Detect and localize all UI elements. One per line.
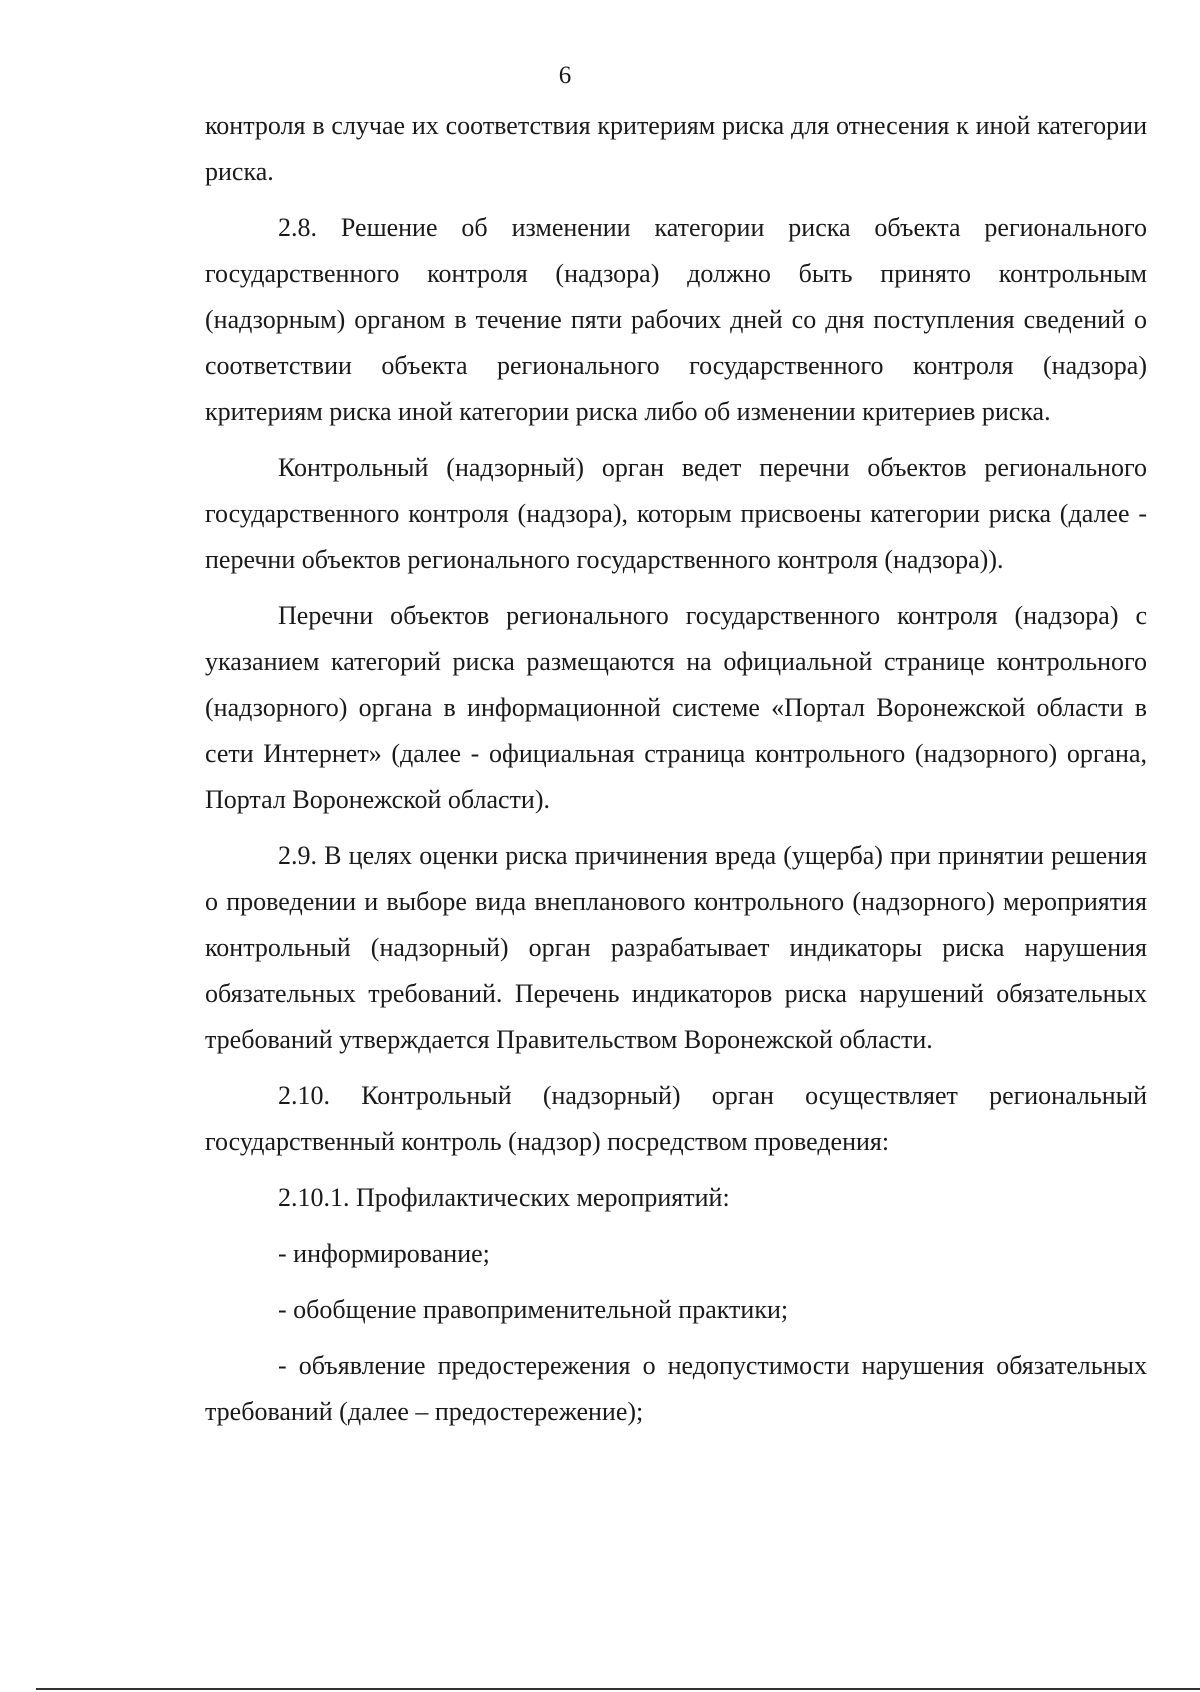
list-item-informing: - информирование; <box>278 1239 490 1268</box>
paragraph-registry: Контрольный (надзорный) орган ведет перечни объектов регионального государственного контроля (надзора), которым присвоены категории риска (далее - перечни объектов регионального государственного контроля (надзора)). <box>205 453 1147 574</box>
bottom-divider <box>36 1688 1200 1690</box>
list-item-generalization: - обобщение правоприменительной практики; <box>278 1295 789 1324</box>
paragraph-2-10: 2.10. Контрольный (надзорный) орган осуществляет региональный государственный контроль (надзор) посредством проведения: <box>205 1081 1147 1156</box>
paragraph-2-10-1: 2.10.1. Профилактических мероприятий: <box>278 1183 730 1212</box>
list-item-warning: - объявление предостережения о недопустимости нарушения обязательных требований (далее – предостережение); <box>205 1351 1147 1426</box>
paragraph-continuation: контроля в случае их соответствия критериям риска для отнесения к иной категории риска. <box>205 111 1147 186</box>
paragraph-2-9: 2.9. В целях оценки риска причинения вреда (ущерба) при принятии решения о проведении и выборе вида внепланового контрольного (надзорного) мероприятия контрольный (надзорный) орган разрабатывает индикаторы риска нарушения обязательных требований. Перечень индикаторов риска нарушений обязательных требований утверждается Правительством Воронежской области. <box>205 841 1147 1054</box>
paragraph-registry-publication: Перечни объектов регионального государственного контроля (надзора) с указанием категорий риска размещаются на официальной странице контрольного (надзорного) органа в информационной системе «Портал Воронежской области в сети Интернет» (далее - официальная страница контрольного (надзорного) органа, Портал Воронежской области). <box>205 601 1147 814</box>
paragraph-2-8: 2.8. Решение об изменении категории риска объекта регионального государственного контроля (надзора) должно быть принято контрольным (надзорным) органом в течение пяти рабочих дней со дня поступления сведений о соответствии объекта регионального государственного контроля (надзора) критериям риска иной категории риска либо об изменении критериев риска. <box>205 213 1147 426</box>
page-number: 6 <box>558 62 572 89</box>
document-body <box>205 103 1147 1435</box>
